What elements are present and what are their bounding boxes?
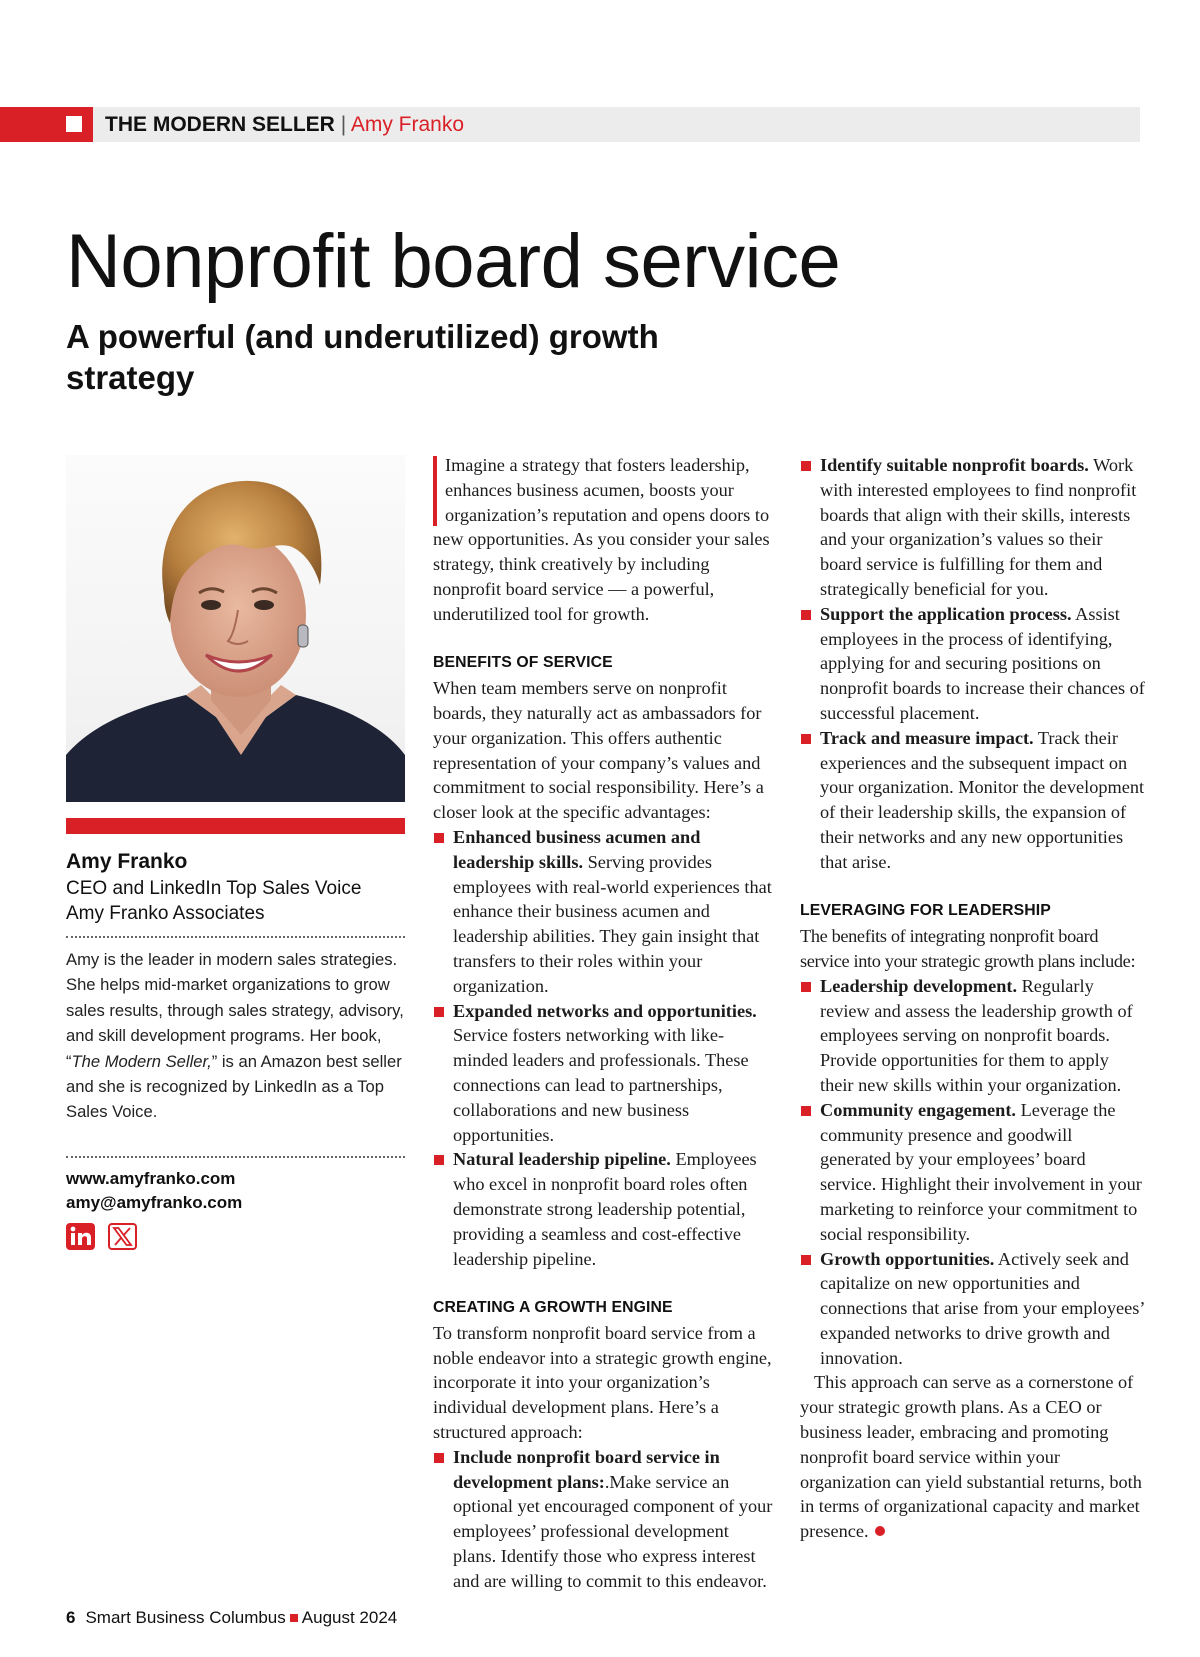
header-separator: |	[340, 113, 347, 136]
footer-square-icon	[290, 1614, 298, 1622]
list-item	[433, 825, 773, 999]
list-item-lead: Support the application process.	[820, 603, 1072, 624]
author-email-link[interactable]: amy@amyfranko.com	[66, 1193, 243, 1212]
article-conclusion	[800, 1370, 1145, 1544]
article-intro	[433, 453, 773, 627]
end-mark-icon	[875, 1526, 885, 1536]
article-conclusion-text: This approach can serve as a cornerstone of your strategic growth plans. As a CEO or business leader, embracing and promoting nonprofit board service within your organization can yield substantial returns, both in terms of organizational capacity and market presence.	[800, 1372, 1142, 1542]
section-body: When team members serve on nonprofit boards, they naturally act as ambassadors for your organization. This offers authentic representation of your company’s values and commitment to social responsibility. Here’s a closer look at the specific advantages:	[433, 678, 764, 823]
list-item-lead: Expanded networks and opportunities.	[453, 1000, 757, 1021]
list-item-text: Assist employees in the process of identifying, applying for and securing positions on nonprofit boards to increase their chances of successful placement.	[820, 603, 1145, 723]
section-body: The benefits of integrating nonprofit board service into your strategic growth plans include:	[800, 926, 1136, 971]
drop-cap-bar	[433, 456, 437, 526]
author-role: CEO and LinkedIn Top Sales Voice	[66, 878, 362, 899]
list-item	[800, 1247, 1145, 1371]
article-subtitle: A powerful (and underutilized) growth strategy	[66, 318, 659, 396]
list-item-lead: Community engagement.	[820, 1099, 1016, 1120]
section-heading: BENEFITS OF SERVICE	[433, 654, 613, 672]
article-intro-text: Imagine a strategy that fosters leadership, enhances business acumen, boosts your organization’s reputation and opens doors to new opportunities. As you consider your sales strategy, think creatively by including nonprofit board service — a powerful, underutilized tool for growth.	[433, 455, 770, 624]
author-name: Amy Franko	[66, 850, 188, 873]
list-item-text: .Make service an optional yet encouraged component of your employees’ professional development plans. Identify those who express interest and are willing to commit to this endeavor.	[453, 1471, 773, 1591]
list-item	[433, 1445, 773, 1594]
column-header	[105, 109, 464, 140]
list-item-text: Service fosters networking with like-minded leaders and professionals. These connections can lead to partnerships, collaborations and new business opportunities.	[453, 1025, 749, 1145]
list-item	[433, 1147, 773, 1271]
list-item	[800, 1098, 1145, 1247]
linkedin-icon[interactable]	[66, 1223, 95, 1250]
list-item	[433, 999, 773, 1148]
bio-divider	[66, 1156, 405, 1158]
author-description	[66, 947, 411, 1125]
book-title: The Modern Seller,	[71, 1051, 212, 1071]
list-item-lead: Enhanced business acumen and leadership skills.	[453, 826, 701, 872]
list-item-lead: Include nonprofit board service in development plans:	[453, 1446, 720, 1492]
list-item	[800, 726, 1145, 875]
article-title: Nonprofit board service	[66, 219, 841, 304]
footer-publication: Smart Business Columbus	[85, 1608, 286, 1627]
column-name: THE MODERN SELLER	[105, 113, 335, 136]
list-item-lead: Leadership development.	[820, 975, 1018, 996]
x-icon[interactable]	[108, 1223, 137, 1250]
list-item-text: Regularly review and assess the leadership growth of employees serving on nonprofit boards. Provide opportunities for them to apply their new skills within your organization.	[820, 975, 1133, 1095]
list-item-text: Serving provides employees with real-world experiences that enhance their business acumen and leadership abilities. They gain insight that transfers to their roles within your organization.	[453, 851, 772, 996]
author-website-link[interactable]: www.amyfranko.com	[66, 1169, 236, 1188]
page-number: 6	[66, 1608, 76, 1627]
article-column-2	[800, 453, 1145, 1544]
author-description-part: Amy is the leader in modern sales strategies. She helps mid-market organizations to grow sales results, through sales strategy, advisory, and skill development programs. Her book, “	[66, 950, 404, 1071]
list-item-lead: Natural leadership pipeline.	[453, 1149, 671, 1170]
list-item-text: Actively seek and capitalize on new opportunities and connections that arise from your employees’ expanded networks to drive growth and innovation.	[820, 1248, 1145, 1368]
list-item-text: Track their experiences and the subsequent impact on your organization. Monitor the development of their leadership skills, the expansion of their networks and any new opportunities that arise.	[820, 727, 1145, 872]
list-item-text: Work with interested employees to find nonprofit boards that align with their skills, interests and your organization’s values so their board service is fulfilling for them and strategically beneficial for you.	[820, 455, 1137, 599]
section-heading: LEVERAGING FOR LEADERSHIP	[800, 902, 1051, 920]
list-item	[800, 453, 1145, 602]
list-item-lead: Growth opportunities.	[820, 1248, 995, 1269]
list-item	[800, 602, 1145, 726]
list-item-lead: Identify suitable nonprofit boards.	[820, 455, 1089, 475]
bio-divider	[66, 936, 405, 938]
article-column-1	[433, 453, 773, 1594]
author-description-part: ” is an Amazon best seller and she is recognized by LinkedIn as a Top Sales Voice.	[66, 1051, 402, 1122]
header-author: Amy Franko	[350, 113, 465, 136]
bio-accent-bar	[66, 818, 405, 834]
list-item-text: Leverage the community presence and goodwill generated by your employees’ board service. Highlight their involvement in your marketing to reinforce your commitment to social responsibility.	[820, 1099, 1142, 1244]
author-portrait	[66, 455, 405, 802]
portrait-illustration	[66, 455, 405, 802]
page-footer	[66, 1607, 397, 1629]
footer-date: August 2024	[301, 1608, 398, 1627]
author-company: Amy Franko Associates	[66, 903, 265, 924]
section-body: To transform nonprofit board service from a noble endeavor into a strategic growth engine, incorporate it into your organization’s individual development plans. Here’s a structured approach:	[433, 1322, 772, 1443]
list-item-text: Employees who excel in nonprofit board roles often demonstrate strong leadership potential, providing a seamless and cost-effective leadership pipeline.	[453, 1149, 757, 1269]
list-item	[800, 974, 1145, 1098]
list-item-lead: Track and measure impact.	[820, 727, 1034, 748]
section-heading: CREATING A GROWTH ENGINE	[433, 1299, 673, 1317]
header-square-icon	[66, 116, 82, 132]
